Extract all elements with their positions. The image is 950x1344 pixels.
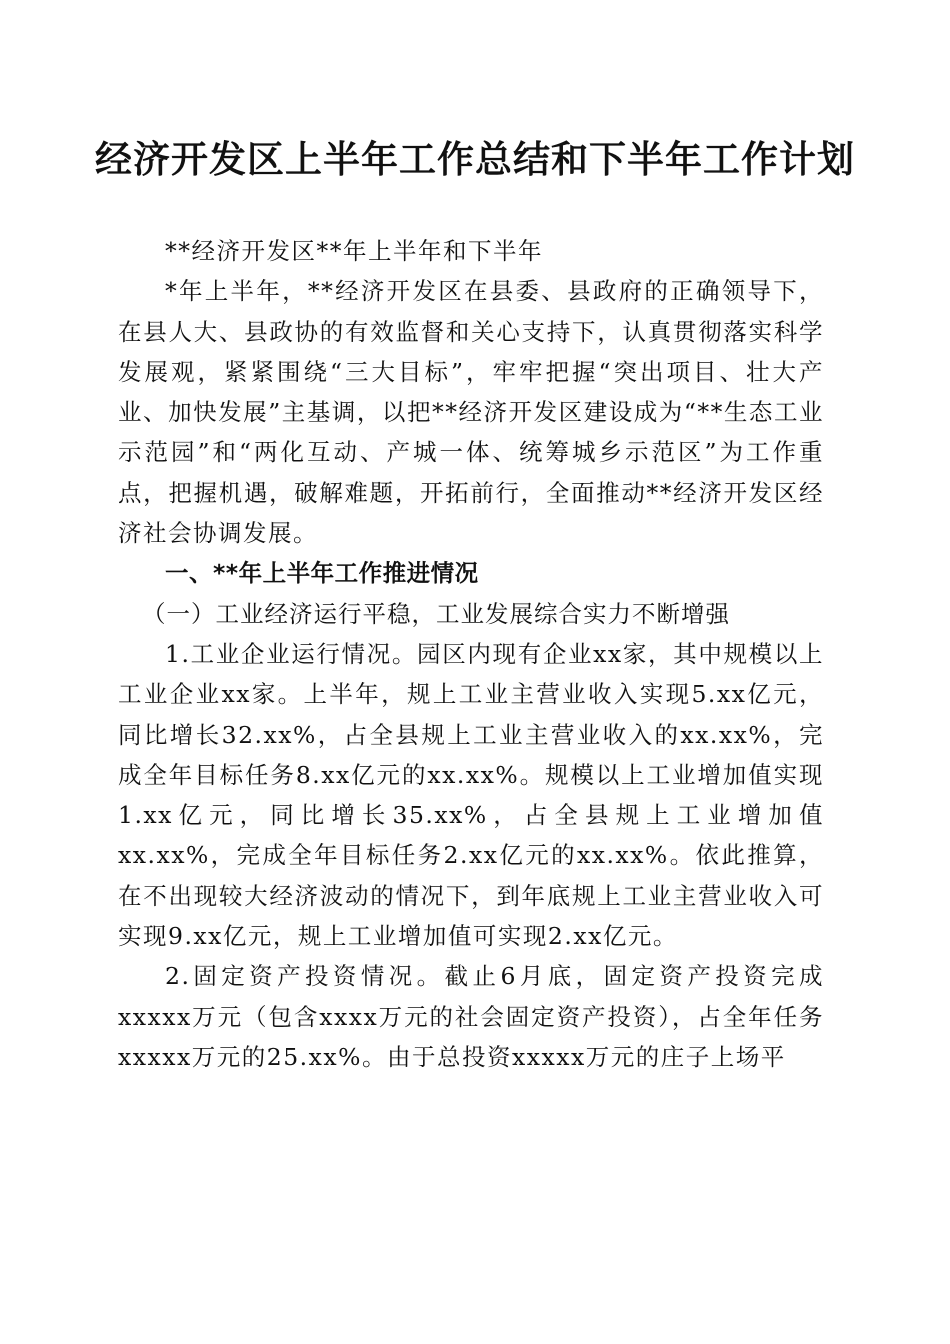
subtitle-paragraph: **经济开发区**年上半年和下半年 (165, 237, 543, 265)
investment-paragraph: 2.固定资产投资情况。截止6月底，固定资产投资完成xxxxx万元（包含xxxx万元的社会固定资产投资），占全年任务xxxxx万元的25.xx%。由于总投资xxxxx万元的庄子上场平 (118, 962, 824, 1071)
subsection-heading: （一）工业经济运行平稳，工业发展综合实力不断增强 (142, 599, 730, 628)
section-heading: 一、**年上半年工作推进情况 (165, 559, 479, 588)
industry-paragraph: 1.工业企业运行情况。园区内现有企业xx家，其中规模以上工业企业xx家。上半年，规上工业主营业收入实现5.xx亿元，同比增长32.xx%，占全县规上工业主营业收入的xx.xx%，完成全年目标任务8.xx亿元的xx.xx%。规模以上工业增加值实现1.xx亿元，同比增长35.xx%，占全县规上工业增加值xx.xx%，完成全年目标任务2.xx亿元的xx.xx%。依此推算，在不出现较大经济波动的情况下，到年底规上工业主营业收入可实现9.xx亿元，规上工业增加值可实现2.xx亿元。 (118, 639, 824, 951)
document-title: 经济开发区上半年工作总结和下半年工作计划 (95, 137, 855, 181)
document-body (118, 231, 824, 1077)
intro-paragraph: *年上半年，**经济开发区在县委、县政府的正确领导下，在县人大、县政协的有效监督和关心支持下，认真贯彻落实科学发展观，紧紧围绕“三大目标”，牢牢把握“突出项目、壮大产业、加快发展”主基调，以把**经济开发区建设成为“**生态工业示范园”和“两化互动、产城一体、统筹城乡示范区”为工作重点，把握机遇，破解难题，开拓前行，全面推动**经济开发区经济社会协调发展。 (118, 277, 824, 548)
